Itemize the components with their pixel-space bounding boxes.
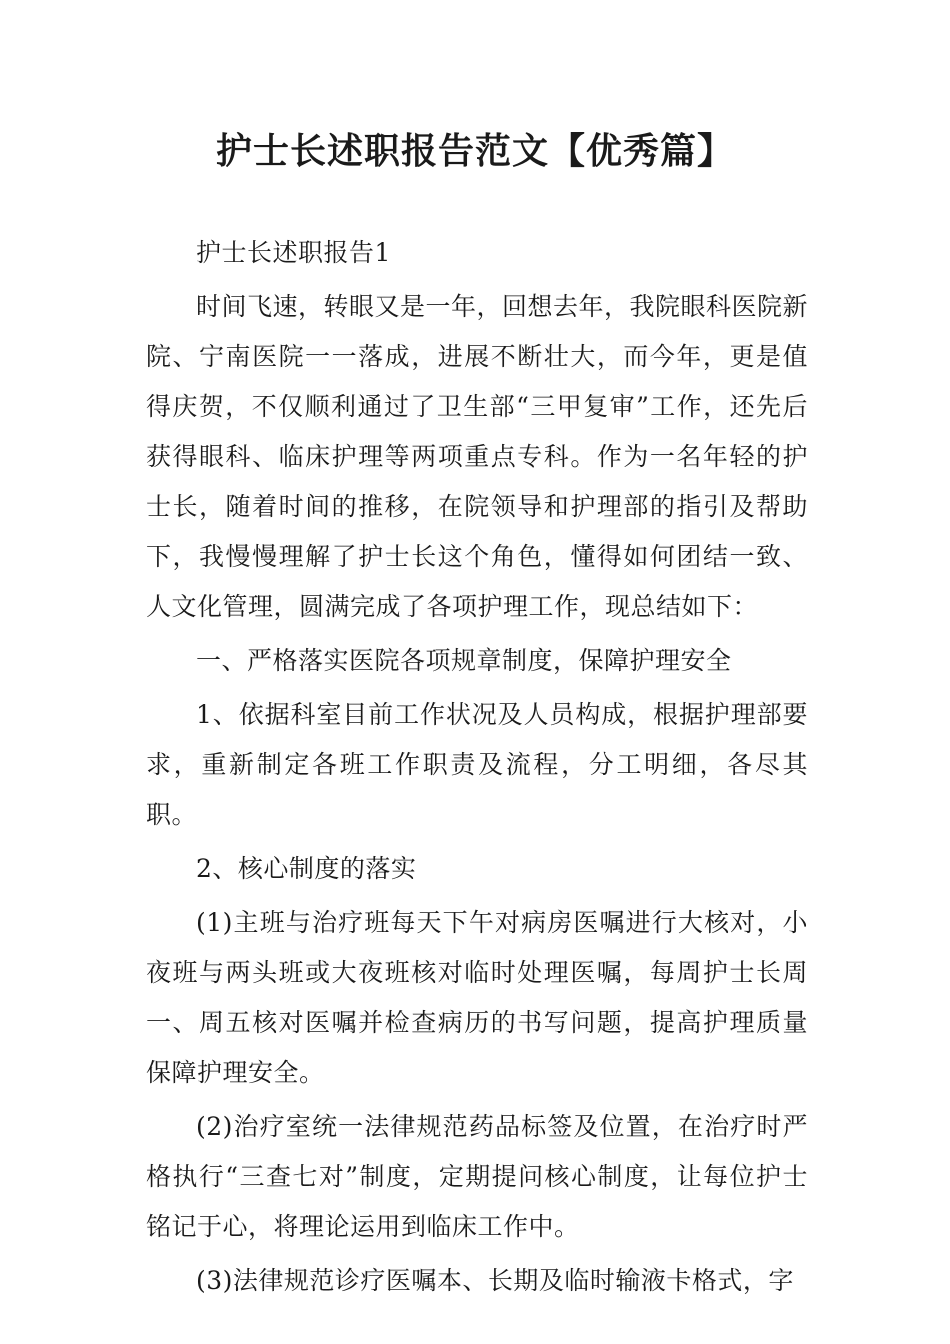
paragraph-subitem-3: (3)法律规范诊疗医嘱本、长期及临时输液卡格式，字 <box>196 1266 794 1295</box>
section-heading-one: 一、严格落实医院各项规章制度，保障护理安全 <box>196 646 732 675</box>
paragraph-intro: 时间飞速，转眼又是一年，回想去年，我院眼科医院新院、宁南医院一一落成，进展不断壮大，而今年，更是值得庆贺，不仅顺利通过了卫生部“三甲复审”工作，还先后获得眼科、临床护理等两项重点专科。作为一名年轻的护士长，随着时间的推移，在院领导和护理部的指引及帮助下，我慢慢理解了护士长这个角色，懂得如何团结一致、人文化管理，圆满完成了各项护理工作，现总结如下： <box>146 292 809 621</box>
paragraph-item-2: 2、核心制度的落实 <box>196 854 417 883</box>
paragraph-item-1: 1、依据科室目前工作状况及人员构成，根据护理部要求，重新制定各班工作职责及流程，分工明细，各尽其职。 <box>146 700 808 829</box>
document-body <box>146 228 808 1306</box>
document-title: 护士长述职报告范文【优秀篇】 <box>215 131 734 172</box>
paragraph-subitem-2: (2)治疗室统一法律规范药品标签及位置，在治疗时严格执行“三查七对”制度，定期提问核心制度，让每位护士铭记于心，将理论运用到临床工作中。 <box>146 1112 808 1241</box>
section-heading: 护士长述职报告1 <box>196 238 391 267</box>
paragraph-subitem-1: (1)主班与治疗班每天下午对病房医嘱进行大核对，小夜班与两头班或大夜班核对临时处理医嘱，每周护士长周一、周五核对医嘱并检查病历的书写问题，提高护理质量保障护理安全。 <box>146 908 808 1087</box>
